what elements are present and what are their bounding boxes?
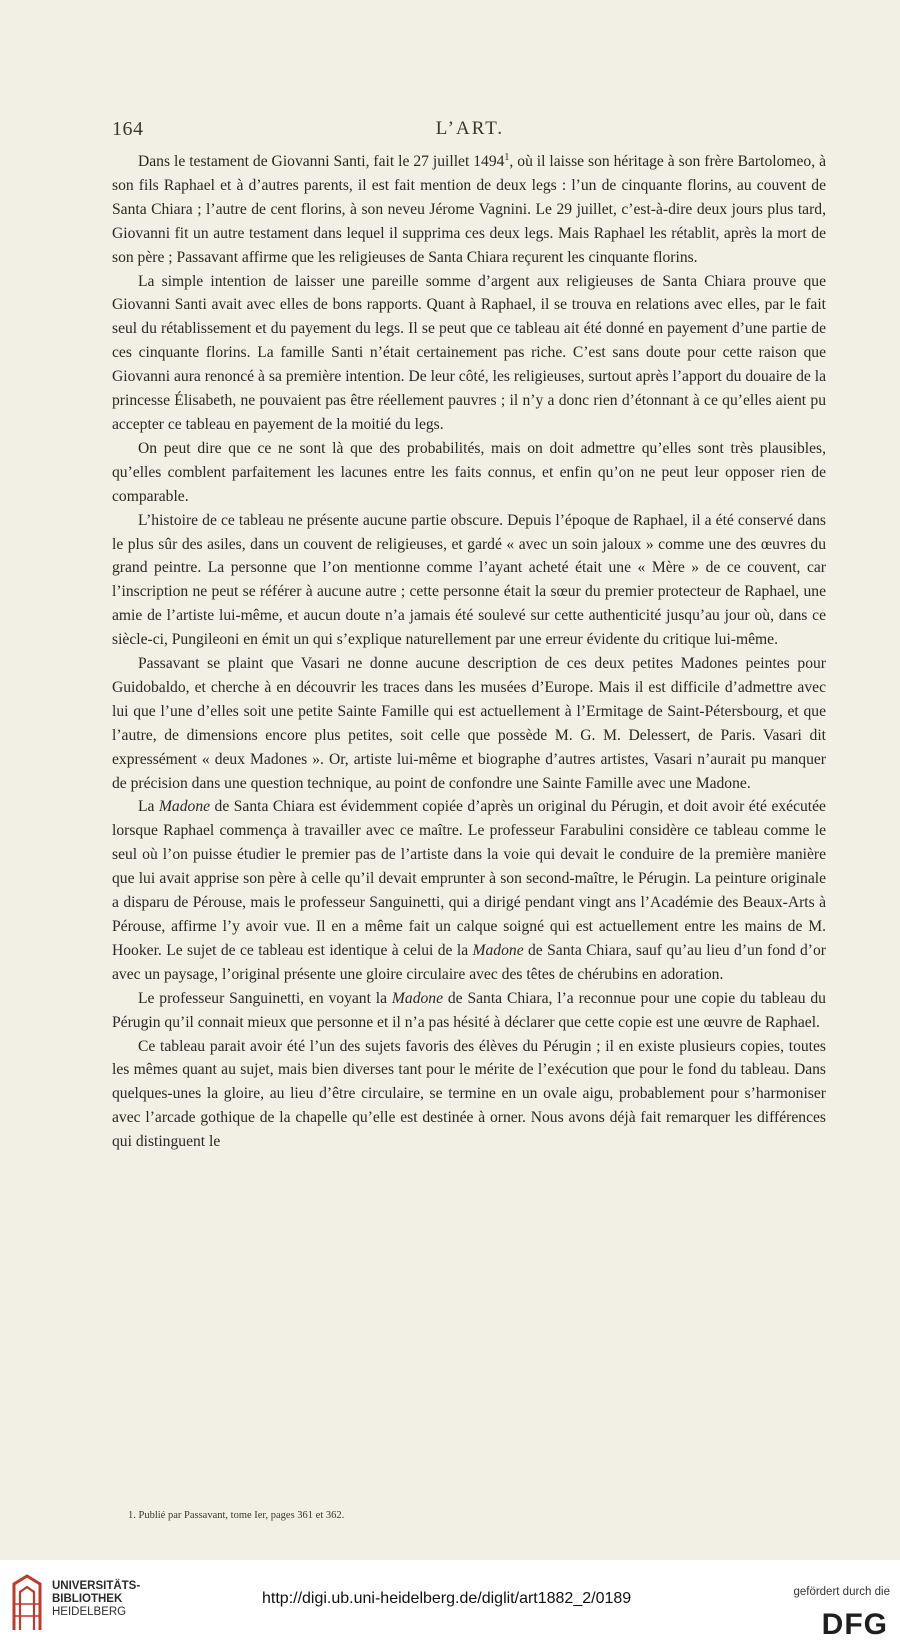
text-run: On peut dire que ce ne sont là que des probabilités, mais on doit admettre qu’elles sont très plausibles, qu’elles comblent parfaitement les lacunes entre les faits connus, et enfin qu’on ne peut leur opposer rien de comparable. — [112, 439, 826, 505]
page-header — [112, 118, 828, 140]
paragraph — [112, 509, 826, 652]
funder-label: gefördert durch die — [793, 1586, 890, 1598]
italic-text: Madone — [158, 798, 211, 816]
paragraph — [112, 1035, 826, 1155]
university-library-logo-icon — [10, 1574, 44, 1632]
text-run: Le professeur Sanguinetti, en voyant la — [138, 989, 392, 1007]
text-run: Ce tableau parait avoir été l’un des sujets favoris des élèves du Pérugin ; il en existe plusieurs copies, toutes les mêmes quant au sujet, mais bien diverses tant pour le mérite de l’exécution que pour le fond du tableau. Dans quelques-unes la gloire, au lieu d’être circulaire, se termine en un ovale aigu, probablement pour s’harmoniser avec l’arcade gothique de la chapelle qu’elle est destinée à orner. Nous avons déjà fait remarquer les différences qui distinguent le — [112, 1037, 826, 1151]
footnote: 1. Publié par Passavant, tome Ier, pages 361 et 362. — [128, 1510, 345, 1521]
article-body — [112, 150, 826, 1154]
text-run: de Santa Chiara, l’a reconnue pour une copie du tableau du Pérugin qu’il connait mieux que personne et il n’a pas hésité à déclarer que cette copie est une œuvre de Raphael. — [112, 989, 826, 1031]
italic-text: Madone — [472, 941, 524, 959]
text-run: de Santa Chiara, sauf qu’au lieu d’un fond d’or avec un paysage, l’original présente une gloire circulaire avec des têtes de chérubins en adoration. — [112, 941, 826, 983]
paragraph — [112, 652, 826, 795]
text-run: La — [138, 798, 159, 816]
paragraph — [112, 987, 826, 1035]
library-name[interactable]: UNIVERSITÄTS- BIBLIOTHEK HEIDELBERG — [52, 1580, 141, 1618]
running-title: L’ART. — [435, 118, 505, 139]
text-run: L’histoire de ce tableau ne présente aucune partie obscure. Depuis l’époque de Raphael, il a été conservé dans le plus sûr des asiles, dans un couvent de religieuses, et gardé « avec un soin jaloux » comme une des œuvres du grand peintre. La personne que l’on mentionne comme l’ayant acheté était une « Mère » de ce couvent, car l’inscription ne peut se référer à aucune autre ; cette personne était la sœur du premier protecteur de Raphael, une amie de l’artiste lui-même, et aucun doute n’a jamais été soulevé sur cette authenticité jusqu’au jour où, dans ce siècle-ci, Pungileoni en émit un qui s’explique naturellement par une erreur évidente du critique lui-même. — [112, 511, 826, 649]
paragraph — [112, 270, 826, 437]
paragraph — [112, 150, 826, 270]
text-run: , où il laisse son héritage à son frère Bartolomeo, à son fils Raphael et à d’autres parents, il est fait mention de deux legs : l’un de cinquante florins, au couvent de Santa Chiara ; l’autre de cent florins, à son neveu Jérome Vagnini. Le 29 juillet, c’est-à-dire deux jours plus tard, Giovanni fit un autre testament dans lequel il supprima ces deux legs. Mais Raphael les rétablit, après la mort de son père ; Passavant affirme que les religieuses de Santa Chiara reçurent les cinquante florins. — [112, 153, 826, 266]
page-number: 164 — [112, 118, 144, 140]
footnote-ref: 1 — [504, 151, 510, 163]
text-run: de Santa Chiara est évidemment copiée d’après un original du Pérugin, et doit avoir été exécutée lorsque Raphael commença à travailler avec ce maître. Le professeur Farabulini considère ce tableau comme le seul où l’on puisse étudier le premier pas de l’artiste dans la voie qui devait le conduire de la première manière que lui avait apprise son père à celle qu’il devait emprunter à son second-maître, le Pérugin. La peinture originale a disparu de Pérouse, mais le professeur Sanguinetti, qui a dirigé pendant vingt ans l’Académie des Beaux-Arts à Pérouse, affirme l’y avoir vue. Il en a même fait un calque soigné qui est actuellement entre les mains de M. Hooker. Le sujet de ce tableau est identique à celui de la — [112, 798, 826, 959]
viewer-footer — [0, 1560, 900, 1647]
paragraph — [112, 795, 826, 986]
text-run: Dans le testament de Giovanni Santi, fait le 27 juillet 1494 — [138, 153, 505, 170]
italic-text: Madone — [391, 989, 444, 1007]
text-run: La simple intention de laisser une pareille somme d’argent aux religieuses de Santa Chiara prouve que Giovanni Santi avait avec elles de bons rapports. Quant à Raphael, il se trouva en relations avec elles, par le fait seul du rétablissement et du payement du legs. Il se peut que ce tableau ait été donné en payement d’une partie de ces cinquante florins. La famille Santi n’était certainement pas riche. C’est sans doute pour cette raison que Giovanni aura renoncé à sa première intention. De leur côté, les religieuses, surtout après l’apport du douaire de la princesse Élisabeth, ne pouvaient pas être réellement pauvres ; il n’y a donc rien d’étonnant à ce qu’elles aient pu accepter ce tableau en payement de la moitié du legs. — [112, 272, 826, 433]
text-run: Passavant se plaint que Vasari ne donne aucune description de ces deux petites Madones peintes pour Guidobaldo, et cherche à en découvrir les traces dans les musées d’Europe. Mais il est difficile d’admettre avec lui que l’une d’elles soit une petite Sainte Famille qui est actuellement à l’Ermitage de Saint-Pétersbourg, et que l’autre, de dimensions encore plus petites, soit celle que possède M. G. M. Delessert, de Paris. Vasari dit expressément « deux Madones ». Or, artiste lui-même et biographe d’autres artistes, Vasari n’aurait pu manquer de précision dans une question technique, au point de confondre une Sainte Famille avec une Madone. — [112, 655, 826, 792]
dfg-logo[interactable]: DFG — [821, 1608, 888, 1641]
paragraph — [112, 437, 826, 509]
source-url-link[interactable]: http://digi.ub.uni-heidelberg.de/diglit/art1882_2/0189 — [262, 1590, 632, 1607]
